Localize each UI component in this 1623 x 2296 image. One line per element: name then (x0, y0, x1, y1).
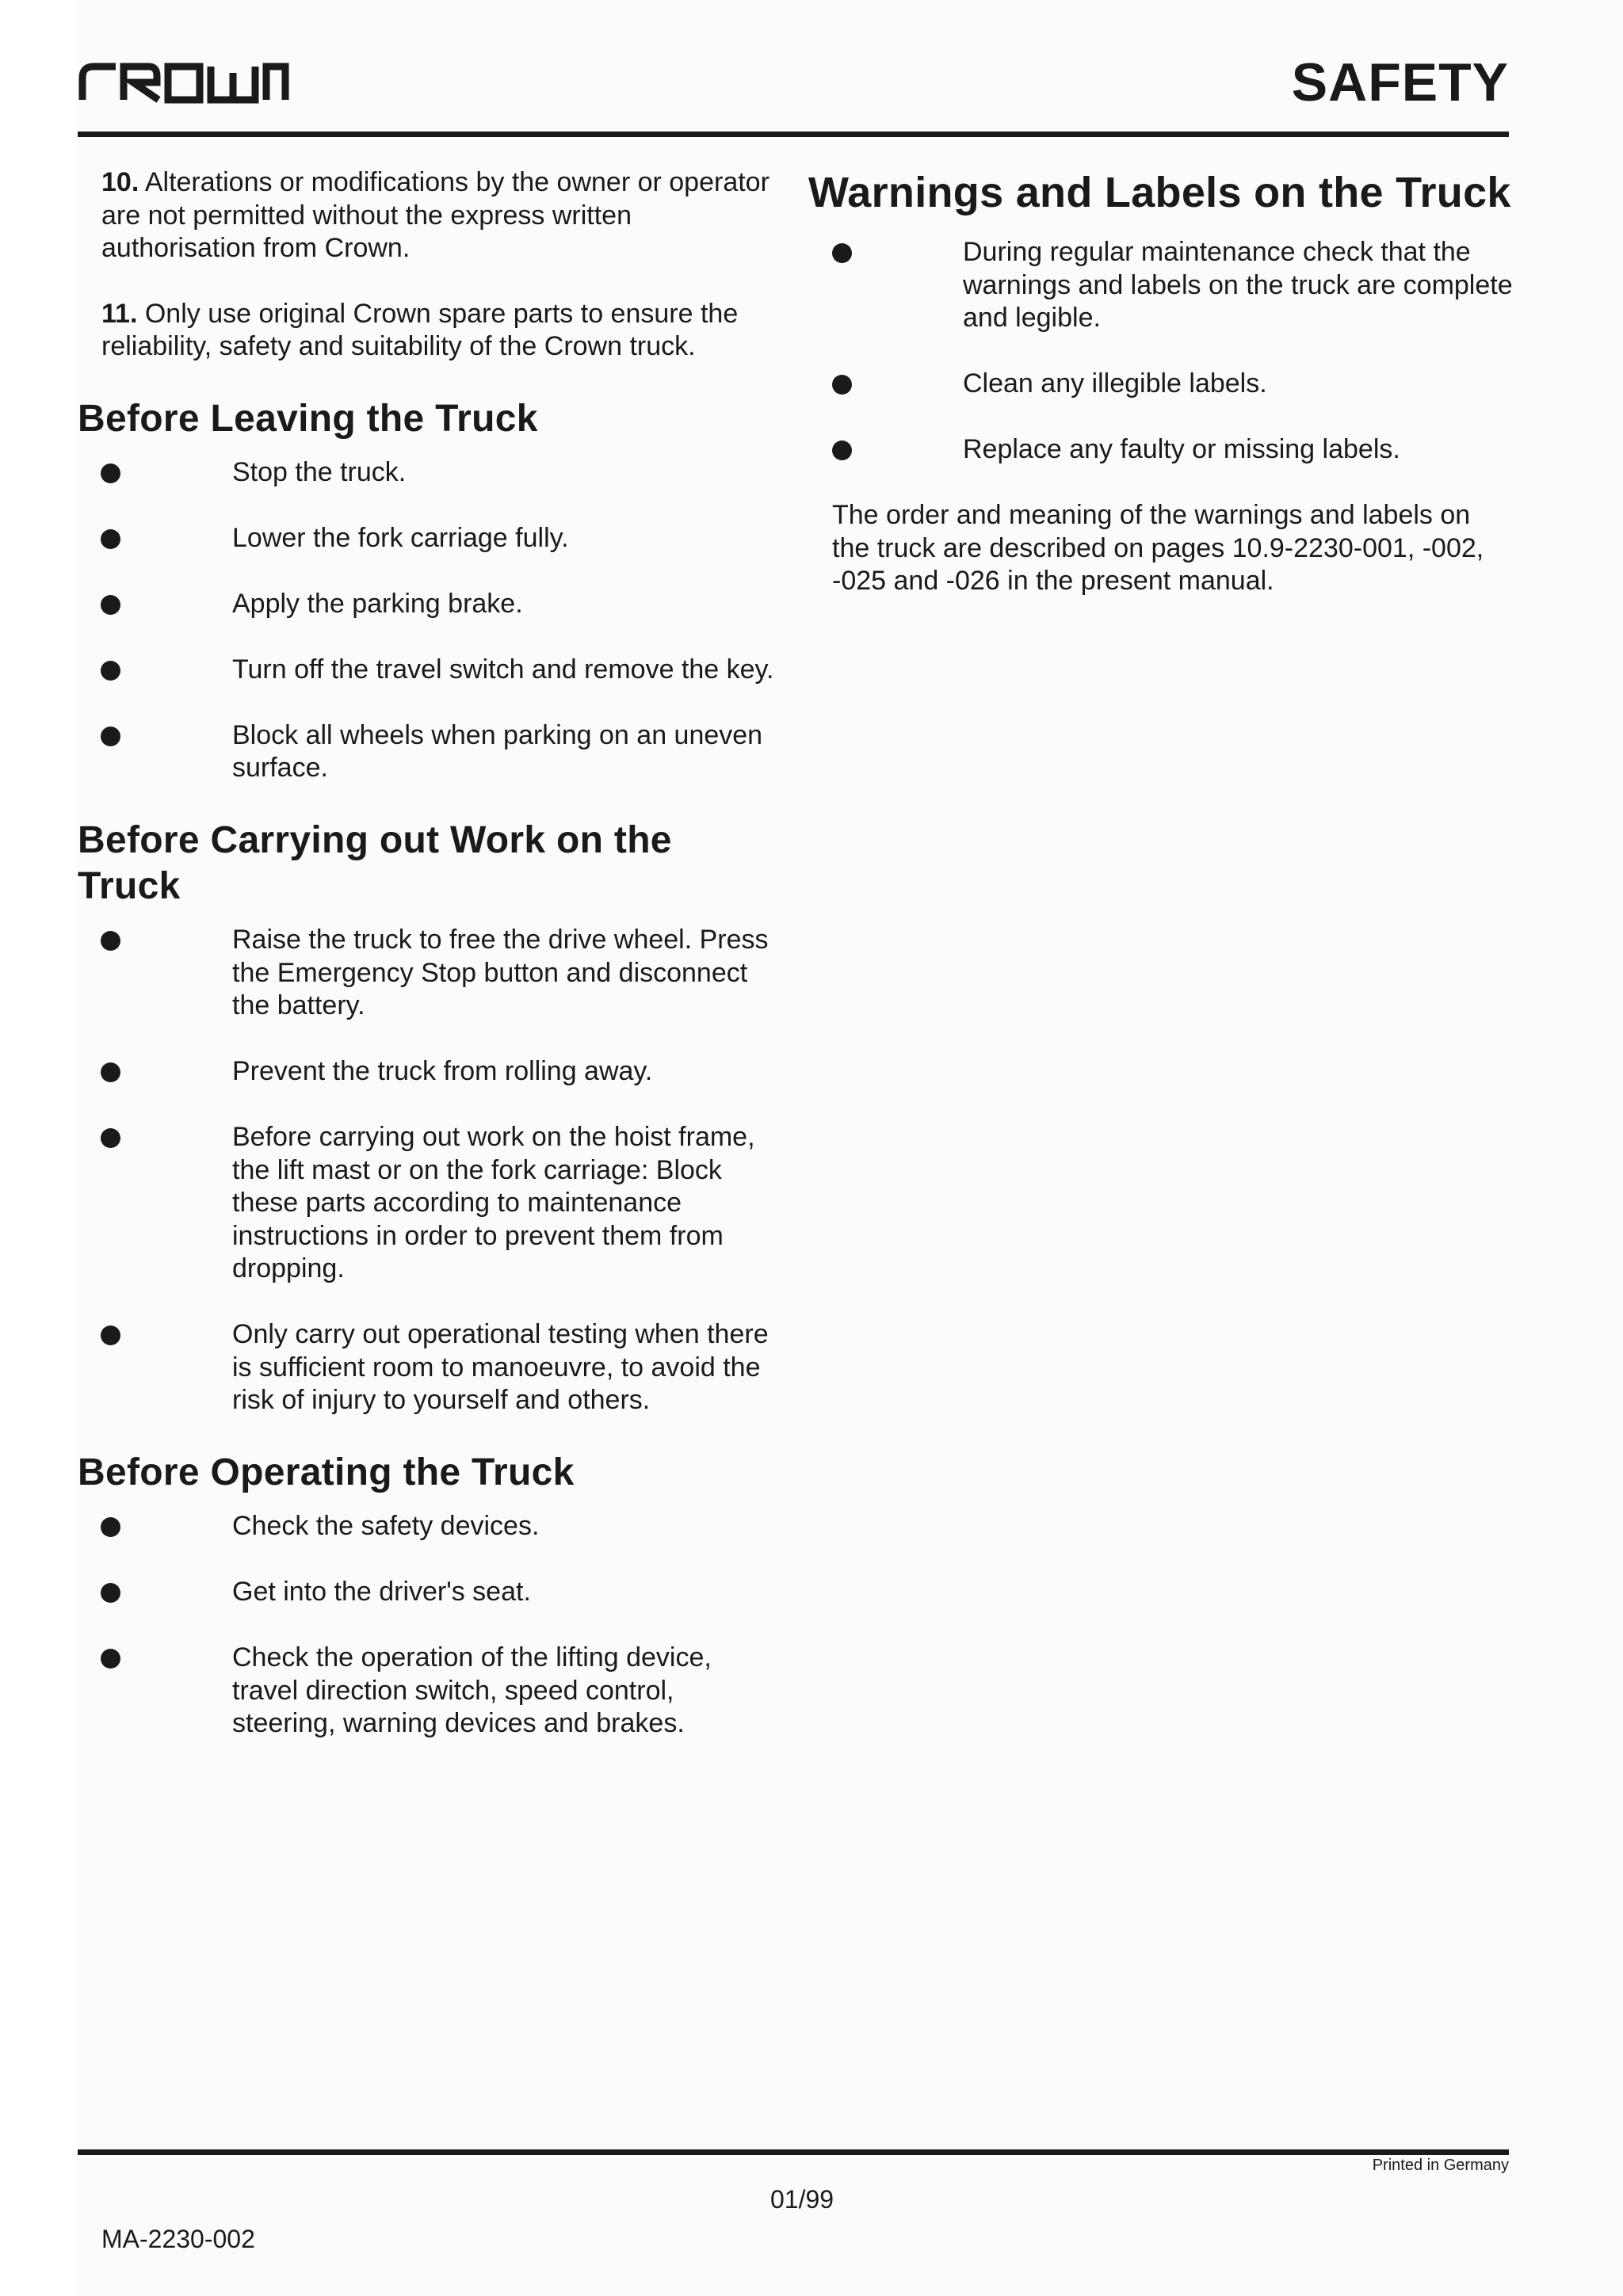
issue-date: 01/99 (770, 2185, 834, 2214)
bullet-icon (101, 1128, 120, 1148)
list-item-text: Check the safety devices. (232, 1511, 540, 1541)
bullet-icon (832, 375, 852, 395)
numbered-item-11 (78, 298, 783, 364)
list-item-text: Replace any faulty or missing labels. (963, 434, 1400, 464)
item-text: Only use original Crown spare parts to ensure the reliability, safety and suitability of the Crown truck. (101, 298, 739, 361)
list-item (808, 236, 1514, 335)
item-number: 11. (101, 298, 138, 329)
list-item-text: Check the operation of the lifting device, travel direction switch, speed control, steering, warning devices and brakes. (232, 1642, 712, 1738)
heading-warnings-and-labels: Warnings and Labels on the Truck (808, 169, 1511, 216)
list-item (808, 368, 1514, 401)
list-item-text: Before carrying out work on the hoist frame, the lift mast or on the fork carriage: Block these parts according to maintenance instructions in order to prevent them from dropping. (232, 1122, 755, 1283)
bullet-icon (101, 1517, 120, 1537)
list-item (78, 1121, 783, 1286)
bullet-icon (101, 529, 120, 549)
list-item (78, 924, 783, 1023)
list-item (78, 456, 783, 490)
list-item (78, 1510, 783, 1543)
heading-before-leaving: Before Leaving the Truck (78, 397, 538, 440)
bullet-icon (101, 931, 120, 951)
footer-rule (78, 2149, 1509, 2155)
list-item (78, 1318, 783, 1417)
list-item (78, 522, 783, 555)
list-item-text: Get into the driver's seat. (232, 1577, 531, 1607)
list-item (78, 1576, 783, 1609)
list-before-carrying-out-work (78, 924, 783, 1417)
list-item (78, 654, 783, 687)
printed-in-note: Printed in Germany (1372, 2157, 1509, 2174)
heading-before-operating: Before Operating the Truck (78, 1451, 575, 1493)
crown-logo (78, 60, 292, 106)
list-item-text: Only carry out operational testing when there is sufficient room to manoeuvre, to avoid the risk of injury to yourself and others. (232, 1319, 769, 1415)
section-title: SAFETY (1291, 52, 1509, 113)
list-before-leaving (78, 456, 783, 785)
list-item-text: Lower the fork carriage fully. (232, 522, 569, 553)
list-item-text: Apply the parking brake. (232, 588, 523, 619)
list-before-operating (78, 1510, 783, 1741)
bullet-icon (101, 595, 120, 615)
item-text: Alterations or modifications by the owner or operator are not permitted without the express written authorisation from Crown. (101, 167, 769, 263)
list-item (78, 1055, 783, 1089)
item-number: 10. (101, 167, 139, 197)
list-item-text: During regular maintenance check that the warnings and labels on the truck are complete and legible. (963, 237, 1513, 333)
bullet-icon (101, 727, 120, 746)
labels-description: The order and meaning of the warnings and labels on the truck are described on pages 10.9-2230-001, -002, -025 and -026 in the present manual. (832, 500, 1484, 596)
bullet-icon (832, 243, 852, 263)
bullet-icon (832, 441, 852, 460)
list-item-text: Raise the truck to free the drive wheel. Press the Emergency Stop button and disconnect the battery. (232, 925, 769, 1020)
list-item-text: Prevent the truck from rolling away. (232, 1056, 653, 1086)
list-item-text: Block all wheels when parking on an uneven surface. (232, 719, 763, 783)
list-item (808, 433, 1514, 467)
left-column (78, 166, 783, 1773)
bullet-icon (101, 1325, 120, 1345)
document-id: MA-2230-002 (101, 2225, 255, 2253)
bullet-icon (101, 1649, 120, 1669)
list-item-text: Turn off the travel switch and remove the key. (232, 654, 774, 685)
list-item (78, 719, 783, 785)
bullet-icon (101, 661, 120, 681)
list-warnings-and-labels (808, 236, 1514, 467)
list-item (78, 588, 783, 621)
list-item-text: Stop the truck. (232, 456, 407, 487)
header-rule (78, 132, 1509, 137)
heading-before-carrying-out-work: Before Carrying out Work on the Truck (78, 819, 672, 907)
list-item-text: Clean any illegible labels. (963, 368, 1267, 399)
numbered-item-10 (78, 166, 783, 265)
right-column (808, 165, 1514, 631)
bullet-icon (101, 1583, 120, 1603)
list-item (78, 1642, 783, 1741)
bullet-icon (101, 1062, 120, 1082)
bullet-icon (101, 463, 120, 483)
